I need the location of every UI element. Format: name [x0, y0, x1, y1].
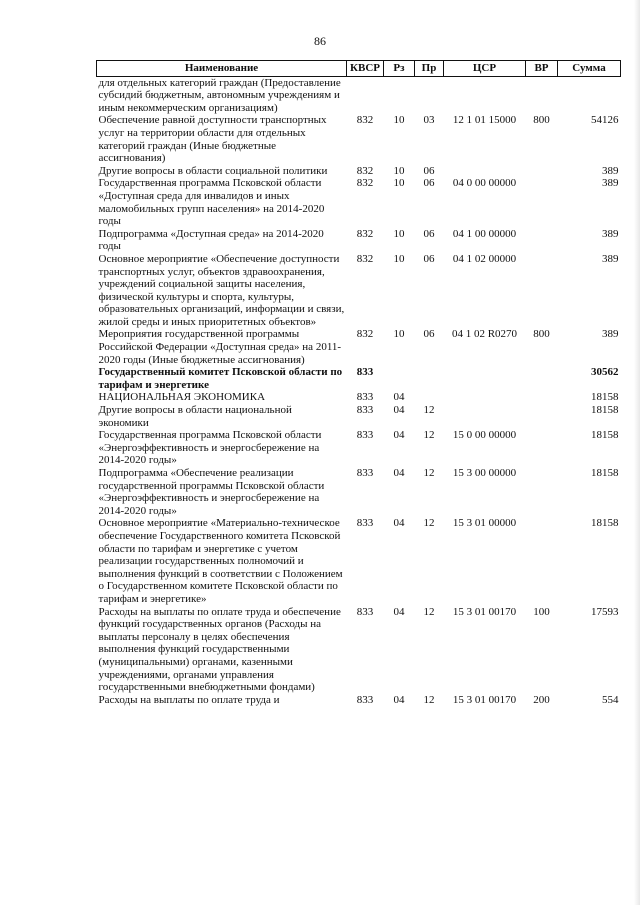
cell-kvsr: 833 — [356, 693, 374, 706]
cell-vr — [526, 366, 558, 391]
cell-kvsr: 832 — [356, 328, 374, 341]
cell-vr — [526, 429, 558, 467]
cell-vr — [526, 165, 558, 178]
cell-name: для отдельных категорий граждан (Предоставление субсидий бюджетным, автономным учреждениям и иным некоммерческим организациям) — [98, 76, 341, 114]
cell-csr: 04 1 02 00000 — [452, 252, 517, 265]
table-row — [97, 694, 621, 707]
cell-name: Основное мероприятие «Обеспечение доступности транспортных услуг, объектов здравоохранения, учреждений социальной защиты населения, физической культуры и спорта, культуры, образовательных организаций, информации и связи, жилой среды и иных приоритетных объектов» — [98, 252, 345, 328]
cell-csr: 15 3 01 00170 — [452, 693, 517, 706]
cell-sum: 389 — [602, 164, 619, 177]
cell-pr: 12 — [423, 693, 435, 706]
cell-vr — [526, 467, 558, 517]
cell-rz: 04 — [393, 693, 405, 706]
cell-sum: 389 — [602, 252, 619, 265]
cell-pr: 12 — [423, 517, 435, 530]
cell-pr — [415, 366, 444, 391]
cell-csr: 15 3 01 00170 — [452, 605, 517, 618]
cell-csr — [444, 366, 526, 391]
cell-name: Государственная программа Псковской области «Доступная среда для инвалидов и иных маломобильных групп населения» на 2014-2020 годы — [98, 177, 325, 228]
cell-csr — [444, 76, 526, 114]
cell-kvsr: 832 — [356, 227, 374, 240]
cell-csr: 04 1 00 00000 — [452, 227, 517, 240]
cell-name: Другие вопросы в области социальной политики — [98, 164, 328, 177]
cell-pr — [415, 391, 444, 404]
cell-kvsr: 833 — [356, 467, 374, 479]
table-row — [97, 328, 621, 366]
cell-sum: 18158 — [591, 517, 619, 530]
cell-vr — [526, 76, 558, 114]
cell-rz: 04 — [393, 517, 405, 530]
cell-name: Основное мероприятие «Материально-техническое обеспечение Государственного комитета Псковской области по тарифам и энергетике с учетом реализации государственных полномочий и выполнения функций в соответствии с Положением о Государственном комитете Псковской области по тарифам и энергетике» — [98, 517, 343, 605]
cell-kvsr: 832 — [356, 252, 374, 265]
cell-vr: 200 — [533, 693, 550, 706]
cell-sum: 554 — [602, 693, 619, 706]
table-row — [97, 253, 621, 329]
cell-rz: 04 — [393, 429, 405, 442]
cell-rz: 04 — [393, 605, 405, 618]
table-row — [97, 429, 621, 467]
cell-sum: 54126 — [591, 114, 619, 127]
cell-kvsr: 833 — [356, 517, 374, 530]
cell-pr: 12 — [423, 467, 435, 479]
table-row — [97, 76, 621, 114]
cell-pr: 06 — [423, 227, 435, 240]
header-vr: ВР — [526, 61, 558, 77]
cell-vr — [526, 177, 558, 227]
table-body — [97, 76, 621, 706]
cell-vr: 800 — [533, 328, 550, 341]
cell-csr: 04 1 02 R0270 — [451, 328, 518, 341]
cell-rz — [384, 76, 415, 114]
cell-name: Другие вопросы в области национальной экономики — [98, 404, 292, 429]
cell-rz: 10 — [393, 164, 405, 177]
cell-rz: 10 — [393, 227, 405, 240]
table-header-row — [97, 61, 621, 77]
scan-edge-shadow — [634, 0, 640, 905]
cell-rz: 04 — [393, 404, 405, 417]
cell-csr: 15 3 01 00000 — [452, 517, 517, 530]
cell-vr — [526, 517, 558, 605]
cell-csr: 12 1 01 15000 — [452, 114, 517, 127]
cell-csr — [444, 391, 526, 404]
cell-name: Мероприятия государственной программы Российской Федерации «Доступная среда» на 2011-2020 годы (Иные бюджетные ассигнования) — [98, 328, 342, 366]
cell-name: Обеспечение равной доступности транспортных услуг на территории области для отдельных категорий граждан (Иные бюджетные ассигнования) — [98, 114, 327, 165]
cell-rz: 04 — [393, 391, 405, 404]
cell-sum: 389 — [602, 227, 619, 240]
cell-kvsr: 833 — [356, 391, 374, 404]
cell-vr: 100 — [533, 605, 550, 618]
cell-kvsr: 833 — [356, 429, 374, 442]
cell-vr — [526, 253, 558, 329]
header-csr: ЦСР — [444, 61, 526, 77]
cell-kvsr: 833 — [356, 366, 374, 379]
table-row — [97, 114, 621, 164]
cell-sum: 18158 — [591, 429, 619, 442]
cell-vr — [526, 404, 558, 429]
cell-rz: 10 — [393, 177, 405, 190]
cell-pr: 12 — [423, 605, 435, 618]
cell-pr: 03 — [423, 114, 435, 127]
cell-kvsr: 832 — [356, 164, 374, 177]
cell-name: Расходы на выплаты по оплате труда и обеспечение функций государственных органов (Расходы на выплаты персоналу в целях обеспечения выполнения функций государственными (муниципальными) органами, казенными учреждениями, органами управления государственными внебюджетными фондами) — [98, 605, 341, 694]
cell-csr: 15 3 00 00000 — [452, 467, 517, 479]
cell-rz: 10 — [393, 252, 405, 265]
cell-csr: 15 0 00 00000 — [452, 429, 517, 442]
cell-rz — [384, 366, 415, 391]
table-row — [97, 606, 621, 694]
cell-pr: 06 — [423, 164, 435, 177]
table-row — [97, 467, 621, 517]
cell-kvsr: 833 — [356, 404, 374, 417]
table-row — [97, 177, 621, 227]
table-row — [97, 366, 621, 391]
table-row — [97, 517, 621, 605]
cell-kvsr — [347, 76, 384, 114]
header-name: Наименование — [97, 61, 347, 77]
cell-csr — [444, 165, 526, 178]
cell-pr — [415, 76, 444, 114]
cell-rz: 10 — [393, 328, 405, 341]
budget-table — [96, 60, 621, 706]
cell-pr: 12 — [423, 429, 435, 442]
cell-vr — [526, 228, 558, 253]
cell-csr — [444, 404, 526, 429]
table-row — [97, 404, 621, 429]
table-row — [97, 391, 621, 404]
cell-name: Расходы на выплаты по оплате труда и — [98, 693, 280, 706]
header-pr: Пр — [415, 61, 444, 77]
cell-name: НАЦИОНАЛЬНАЯ ЭКОНОМИКА — [98, 391, 266, 404]
table-row — [97, 165, 621, 178]
page-number: 86 — [314, 34, 326, 48]
cell-sum: 17593 — [591, 605, 619, 618]
header-kvsr: КВСР — [347, 61, 384, 77]
cell-rz: 10 — [393, 114, 405, 127]
cell-pr: 06 — [423, 328, 435, 341]
cell-sum: 18158 — [591, 391, 619, 404]
cell-pr: 06 — [423, 177, 435, 190]
cell-sum: 18158 — [591, 404, 619, 417]
cell-name: Государственный комитет Псковской области по тарифам и энергетике — [98, 366, 343, 391]
table-row — [97, 228, 621, 253]
cell-kvsr: 833 — [356, 605, 374, 618]
header-rz: Рз — [384, 61, 415, 77]
header-sum: Сумма — [558, 61, 621, 77]
cell-kvsr: 832 — [356, 114, 374, 127]
cell-pr: 12 — [423, 404, 435, 417]
cell-kvsr: 832 — [356, 177, 374, 190]
cell-vr — [526, 391, 558, 404]
cell-vr: 800 — [533, 114, 550, 127]
cell-csr: 04 0 00 00000 — [452, 177, 517, 190]
cell-name: Подпрограмма «Доступная среда» на 2014-2020 годы — [98, 227, 324, 253]
cell-sum: 389 — [602, 328, 619, 341]
cell-name: Подпрограмма «Обеспечение реализации государственной программы Псковской области «Энергоэффективность и энергосбережение на 2014-2020 годы» — [98, 467, 325, 517]
cell-rz: 04 — [393, 467, 405, 479]
cell-sum: 30562 — [591, 366, 619, 379]
cell-sum: 389 — [602, 177, 619, 190]
cell-sum: 18158 — [591, 467, 619, 479]
cell-sum — [558, 76, 621, 114]
cell-name: Государственная программа Псковской области «Энергоэффективность и энергосбережение на 2014-2020 годы» — [98, 429, 322, 467]
cell-pr: 06 — [423, 252, 435, 265]
